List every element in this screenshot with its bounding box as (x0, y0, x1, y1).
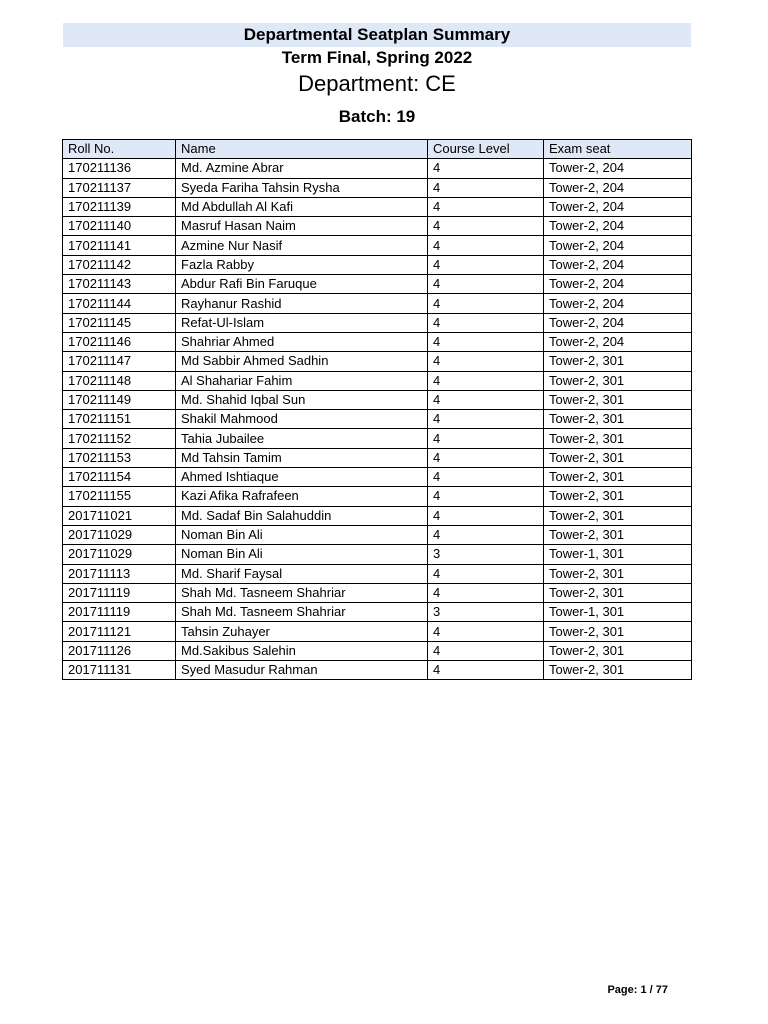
column-header-exam-seat: Exam seat (544, 140, 692, 159)
name-cell: Refat-Ul-Islam (176, 313, 428, 332)
document-title: Departmental Seatplan Summary (243, 25, 511, 44)
table-row (63, 429, 692, 448)
exam-seat-cell: Tower-1, 301 (544, 603, 692, 622)
name-cell: Md.Sakibus Salehin (176, 641, 428, 660)
exam-seat-cell: Tower-2, 301 (544, 506, 692, 525)
table-row (63, 390, 692, 409)
table-row (63, 197, 692, 216)
roll-no-cell: 170211137 (63, 178, 176, 197)
course-level-cell: 4 (428, 390, 544, 409)
name-cell: Md. Sharif Faysal (176, 564, 428, 583)
name-cell: Syeda Fariha Tahsin Rysha (176, 178, 428, 197)
exam-seat-cell: Tower-2, 204 (544, 236, 692, 255)
roll-no-cell: 201711119 (63, 603, 176, 622)
course-level-cell: 4 (428, 313, 544, 332)
exam-seat-cell: Tower-2, 301 (544, 429, 692, 448)
roll-no-cell: 170211155 (63, 487, 176, 506)
roll-no-cell: 170211153 (63, 448, 176, 467)
seatplan-table (62, 139, 692, 680)
roll-no-cell: 201711029 (63, 525, 176, 544)
name-cell: Tahia Jubailee (176, 429, 428, 448)
name-cell: Kazi Afika Rafrafeen (176, 487, 428, 506)
name-cell: Fazla Rabby (176, 255, 428, 274)
table-row (63, 178, 692, 197)
table-row (63, 236, 692, 255)
exam-seat-cell: Tower-2, 204 (544, 178, 692, 197)
course-level-cell: 4 (428, 487, 544, 506)
table-row (63, 294, 692, 313)
table-row (63, 468, 692, 487)
roll-no-cell: 201711021 (63, 506, 176, 525)
table-row (63, 352, 692, 371)
roll-no-cell: 170211142 (63, 255, 176, 274)
exam-seat-cell: Tower-2, 204 (544, 275, 692, 294)
column-header-roll-no: Roll No. (63, 140, 176, 159)
exam-seat-cell: Tower-2, 301 (544, 390, 692, 409)
name-cell: Rayhanur Rashid (176, 294, 428, 313)
column-header-course-level: Course Level (428, 140, 544, 159)
exam-seat-cell: Tower-1, 301 (544, 545, 692, 564)
exam-seat-cell: Tower-2, 301 (544, 622, 692, 641)
exam-seat-cell: Tower-2, 204 (544, 332, 692, 351)
exam-seat-cell: Tower-2, 301 (544, 487, 692, 506)
course-level-cell: 4 (428, 217, 544, 236)
roll-no-cell: 170211140 (63, 217, 176, 236)
table-row (63, 371, 692, 390)
table-row (63, 313, 692, 332)
roll-no-cell: 170211147 (63, 352, 176, 371)
roll-no-cell: 201711029 (63, 545, 176, 564)
exam-seat-cell: Tower-2, 301 (544, 661, 692, 680)
name-cell: Md Abdullah Al Kafi (176, 197, 428, 216)
name-cell: Shahriar Ahmed (176, 332, 428, 351)
course-level-cell: 4 (428, 197, 544, 216)
term-subtitle: Term Final, Spring 2022 (281, 48, 473, 67)
course-level-cell: 4 (428, 178, 544, 197)
table-row (63, 332, 692, 351)
exam-seat-cell: Tower-2, 204 (544, 313, 692, 332)
name-cell: Md Sabbir Ahmed Sadhin (176, 352, 428, 371)
course-level-cell: 4 (428, 294, 544, 313)
roll-no-cell: 170211148 (63, 371, 176, 390)
roll-no-cell: 170211149 (63, 390, 176, 409)
exam-seat-cell: Tower-2, 301 (544, 468, 692, 487)
table-row (63, 583, 692, 602)
course-level-cell: 4 (428, 410, 544, 429)
roll-no-cell: 201711121 (63, 622, 176, 641)
table-row (63, 275, 692, 294)
roll-no-cell: 201711119 (63, 583, 176, 602)
name-cell: Shah Md. Tasneem Shahriar (176, 603, 428, 622)
roll-no-cell: 170211146 (63, 332, 176, 351)
roll-no-cell: 170211151 (63, 410, 176, 429)
exam-seat-cell: Tower-2, 204 (544, 294, 692, 313)
name-cell: Shah Md. Tasneem Shahriar (176, 583, 428, 602)
name-cell: Azmine Nur Nasif (176, 236, 428, 255)
table-row (63, 410, 692, 429)
table-row (63, 448, 692, 467)
exam-seat-cell: Tower-2, 301 (544, 410, 692, 429)
roll-no-cell: 170211154 (63, 468, 176, 487)
exam-seat-cell: Tower-2, 301 (544, 448, 692, 467)
column-header-name: Name (176, 140, 428, 159)
table-row (63, 255, 692, 274)
course-level-cell: 4 (428, 622, 544, 641)
course-level-cell: 4 (428, 371, 544, 390)
table-row (63, 603, 692, 622)
name-cell: Shakil Mahmood (176, 410, 428, 429)
roll-no-cell: 170211136 (63, 159, 176, 178)
table-row (63, 564, 692, 583)
exam-seat-cell: Tower-2, 301 (544, 641, 692, 660)
course-level-cell: 4 (428, 641, 544, 660)
name-cell: Md Tahsin Tamim (176, 448, 428, 467)
course-level-cell: 4 (428, 159, 544, 178)
roll-no-cell: 170211152 (63, 429, 176, 448)
roll-no-cell: 170211145 (63, 313, 176, 332)
exam-seat-cell: Tower-2, 204 (544, 217, 692, 236)
exam-seat-cell: Tower-2, 301 (544, 525, 692, 544)
course-level-cell: 4 (428, 661, 544, 680)
table-body (63, 159, 692, 680)
course-level-cell: 3 (428, 545, 544, 564)
course-level-cell: 4 (428, 429, 544, 448)
course-level-cell: 3 (428, 603, 544, 622)
table-row (63, 661, 692, 680)
name-cell: Md. Azmine Abrar (176, 159, 428, 178)
course-level-cell: 4 (428, 448, 544, 467)
exam-seat-cell: Tower-2, 204 (544, 255, 692, 274)
course-level-cell: 4 (428, 255, 544, 274)
course-level-cell: 4 (428, 332, 544, 351)
table-row (63, 525, 692, 544)
roll-no-cell: 201711126 (63, 641, 176, 660)
batch-heading: Batch: 19 (338, 107, 416, 126)
name-cell: Al Shahariar Fahim (176, 371, 428, 390)
course-level-cell: 4 (428, 236, 544, 255)
table-header (63, 140, 692, 159)
roll-no-cell: 201711131 (63, 661, 176, 680)
name-cell: Noman Bin Ali (176, 525, 428, 544)
page-number: Page: 1 / 77 (607, 984, 668, 996)
name-cell: Tahsin Zuhayer (176, 622, 428, 641)
table-row (63, 622, 692, 641)
table-header-row (63, 140, 692, 159)
course-level-cell: 4 (428, 468, 544, 487)
roll-no-cell: 170211139 (63, 197, 176, 216)
table-row (63, 641, 692, 660)
name-cell: Ahmed Ishtiaque (176, 468, 428, 487)
table-row (63, 506, 692, 525)
name-cell: Md. Sadaf Bin Salahuddin (176, 506, 428, 525)
table-row (63, 217, 692, 236)
exam-seat-cell: Tower-2, 301 (544, 564, 692, 583)
exam-seat-cell: Tower-2, 301 (544, 371, 692, 390)
course-level-cell: 4 (428, 275, 544, 294)
roll-no-cell: 170211141 (63, 236, 176, 255)
name-cell: Abdur Rafi Bin Faruque (176, 275, 428, 294)
table-row (63, 159, 692, 178)
course-level-cell: 4 (428, 506, 544, 525)
table-row (63, 545, 692, 564)
table-row (63, 487, 692, 506)
exam-seat-cell: Tower-2, 204 (544, 159, 692, 178)
roll-no-cell: 201711113 (63, 564, 176, 583)
department-heading: Department: CE (298, 71, 456, 96)
exam-seat-cell: Tower-2, 301 (544, 583, 692, 602)
name-cell: Noman Bin Ali (176, 545, 428, 564)
name-cell: Md. Shahid Iqbal Sun (176, 390, 428, 409)
exam-seat-cell: Tower-2, 204 (544, 197, 692, 216)
course-level-cell: 4 (428, 583, 544, 602)
course-level-cell: 4 (428, 352, 544, 371)
course-level-cell: 4 (428, 525, 544, 544)
exam-seat-cell: Tower-2, 301 (544, 352, 692, 371)
roll-no-cell: 170211144 (63, 294, 176, 313)
name-cell: Syed Masudur Rahman (176, 661, 428, 680)
name-cell: Masruf Hasan Naim (176, 217, 428, 236)
course-level-cell: 4 (428, 564, 544, 583)
roll-no-cell: 170211143 (63, 275, 176, 294)
